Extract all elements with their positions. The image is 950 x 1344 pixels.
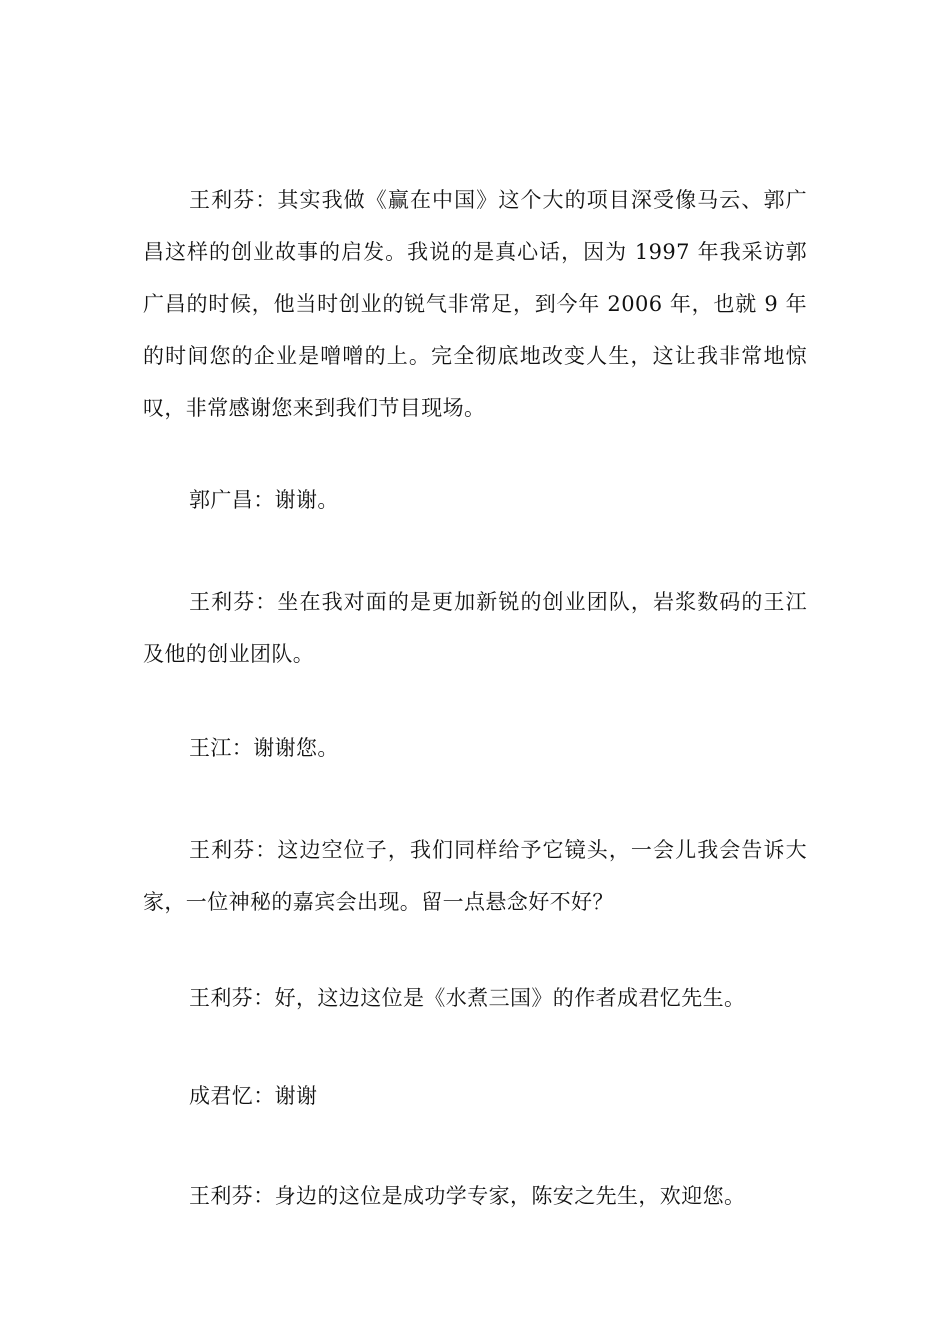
paragraph-wang-lifen-empty-seat: 王利芬：这边空位子，我们同样给予它镜头，一会儿我会告诉大家，一位神秘的嘉宾会出现。留一点悬念好不好？ — [143, 838, 807, 914]
paragraph-wang-lifen-chen-anzhi: 王利芬：身边的这位是成功学专家，陈安之先生，欢迎您。 — [189, 1184, 746, 1208]
paragraph-wang-lifen-intro: 王利芬：其实我做《赢在中国》这个大的项目深受像马云、郭广昌这样的创业故事的启发。我说的是真心话，因为 1997 年我采访郭广昌的时候，他当时创业的锐气非常足，到今年 2006 年，也就 9 年的时间您的企业是噌噌的上。完全彻底地改变人生，这让我非常地惊叹，非常感谢您来到我们节目现场。 — [143, 188, 807, 420]
paragraph-wang-lifen-cheng-junyi: 王利芬：好，这边这位是《水煮三国》的作者成君忆先生。 — [189, 986, 746, 1010]
paragraph-guo-guangchang-thanks: 郭广昌：谢谢。 — [189, 488, 339, 512]
paragraph-cheng-junyi-thanks: 成君忆：谢谢 — [189, 1084, 318, 1108]
paragraph-wang-lifen-team: 王利芬：坐在我对面的是更加新锐的创业团队，岩浆数码的王江及他的创业团队。 — [143, 590, 807, 666]
paragraph-wang-jiang-thanks: 王江：谢谢您。 — [189, 736, 339, 760]
